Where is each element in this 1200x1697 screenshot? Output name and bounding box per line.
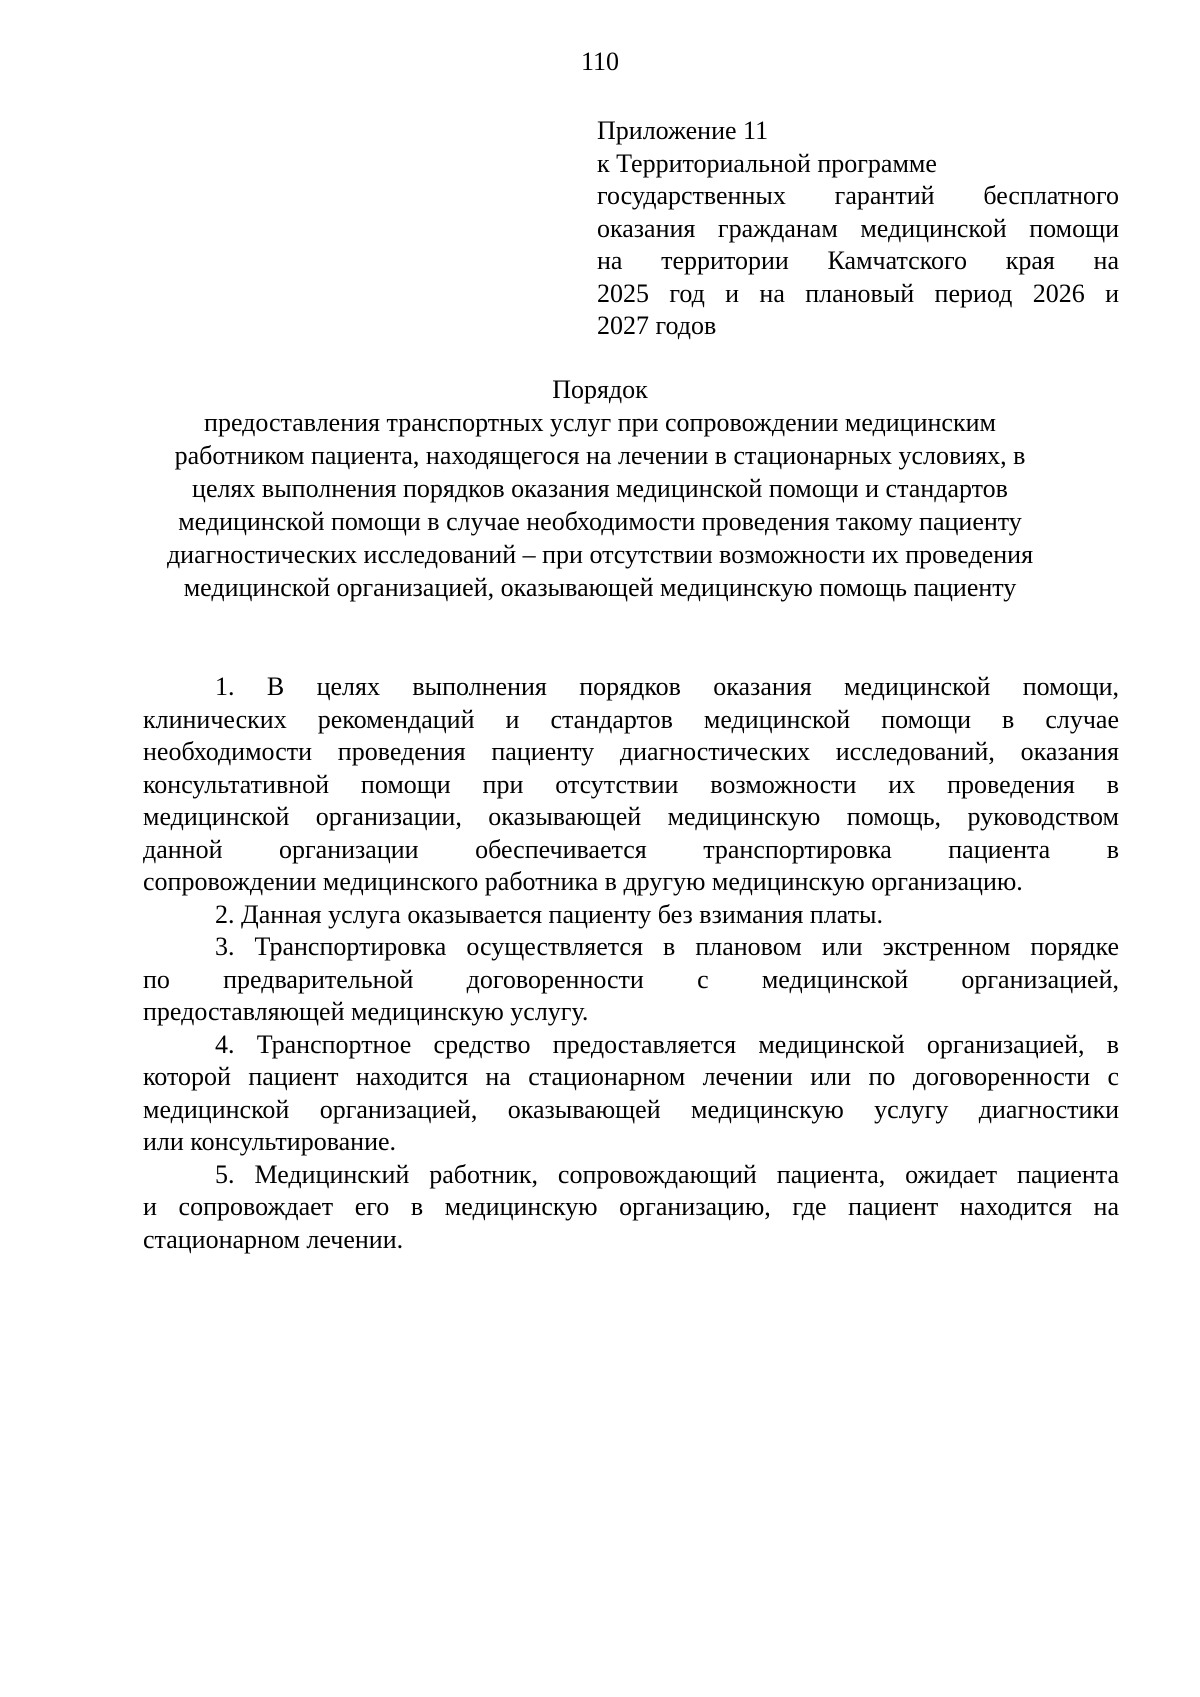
appendix-line: Приложение 11 bbox=[597, 116, 769, 145]
body-line: 4. Транспортное средство предоставляется медицинской организацией, в bbox=[215, 1029, 1119, 1059]
page-number: 110 bbox=[580, 47, 620, 76]
body-line: которой пациент находится на стационарном лечении или по договоренности с bbox=[143, 1062, 1119, 1091]
title-line: предоставления транспортных услуг при сопровождении медицинским bbox=[204, 408, 996, 437]
document-body bbox=[143, 671, 1119, 1256]
appendix-line: 2025 год и на плановый период 2026 и bbox=[597, 278, 1119, 308]
body-line: по предварительной договоренности с медицинской организацией, bbox=[143, 964, 1119, 994]
body-line: и сопровождает его в медицинскую организацию, где пациент находится на bbox=[143, 1192, 1119, 1221]
body-line: предоставляющей медицинскую услугу. bbox=[143, 997, 589, 1026]
appendix-line: 2027 годов bbox=[597, 311, 717, 340]
title-line: диагностических исследований – при отсутствии возможности их проведения bbox=[166, 540, 1034, 569]
body-line: клинических рекомендаций и стандартов медицинской помощи в случае bbox=[143, 704, 1119, 734]
title-line: целях выполнения порядков оказания медицинской помощи и стандартов bbox=[192, 474, 1008, 503]
body-line: медицинской организацией, оказывающей медицинскую услугу диагностики bbox=[143, 1094, 1119, 1124]
body-line: данной организации обеспечивается транспортировка пациента в bbox=[143, 834, 1119, 864]
body-line: необходимости проведения пациенту диагностических исследований, оказания bbox=[143, 737, 1119, 766]
title-line: медицинской помощи в случае необходимости проведения такому пациенту bbox=[178, 507, 1022, 536]
body-line: 3. Транспортировка осуществляется в плановом или экстренном порядке bbox=[215, 932, 1119, 961]
appendix-header bbox=[597, 115, 1119, 343]
appendix-line: оказания гражданам медицинской помощи bbox=[597, 213, 1119, 243]
appendix-line: на территории Камчатского края на bbox=[597, 246, 1119, 275]
appendix-line: государственных гарантий бесплатного bbox=[597, 181, 1119, 210]
title-line: работником пациента, находящегося на лечении в стационарных условиях, в bbox=[174, 441, 1026, 470]
body-line: или консультирование. bbox=[143, 1127, 397, 1156]
body-line: 2. Данная услуга оказывается пациенту без взимания платы. bbox=[215, 899, 883, 929]
body-line: сопровождении медицинского работника в другую медицинскую организацию. bbox=[143, 867, 1023, 896]
body-line: 1. В целях выполнения порядков оказания медицинской помощи, bbox=[215, 672, 1119, 701]
body-line: стационарном лечении. bbox=[143, 1224, 404, 1254]
body-line: медицинской организации, оказывающей медицинскую помощь, руководством bbox=[143, 802, 1119, 831]
title-line: медицинской организацией, оказывающей медицинскую помощь пациенту bbox=[183, 573, 1017, 602]
title-heading: Порядок bbox=[552, 375, 648, 404]
document-title bbox=[100, 373, 1100, 604]
body-line: 5. Медицинский работник, сопровождающий пациента, ожидает пациента bbox=[215, 1159, 1119, 1189]
appendix-line: к Территориальной программе bbox=[597, 148, 937, 178]
body-line: консультативной помощи при отсутствии возможности их проведения в bbox=[143, 769, 1119, 799]
